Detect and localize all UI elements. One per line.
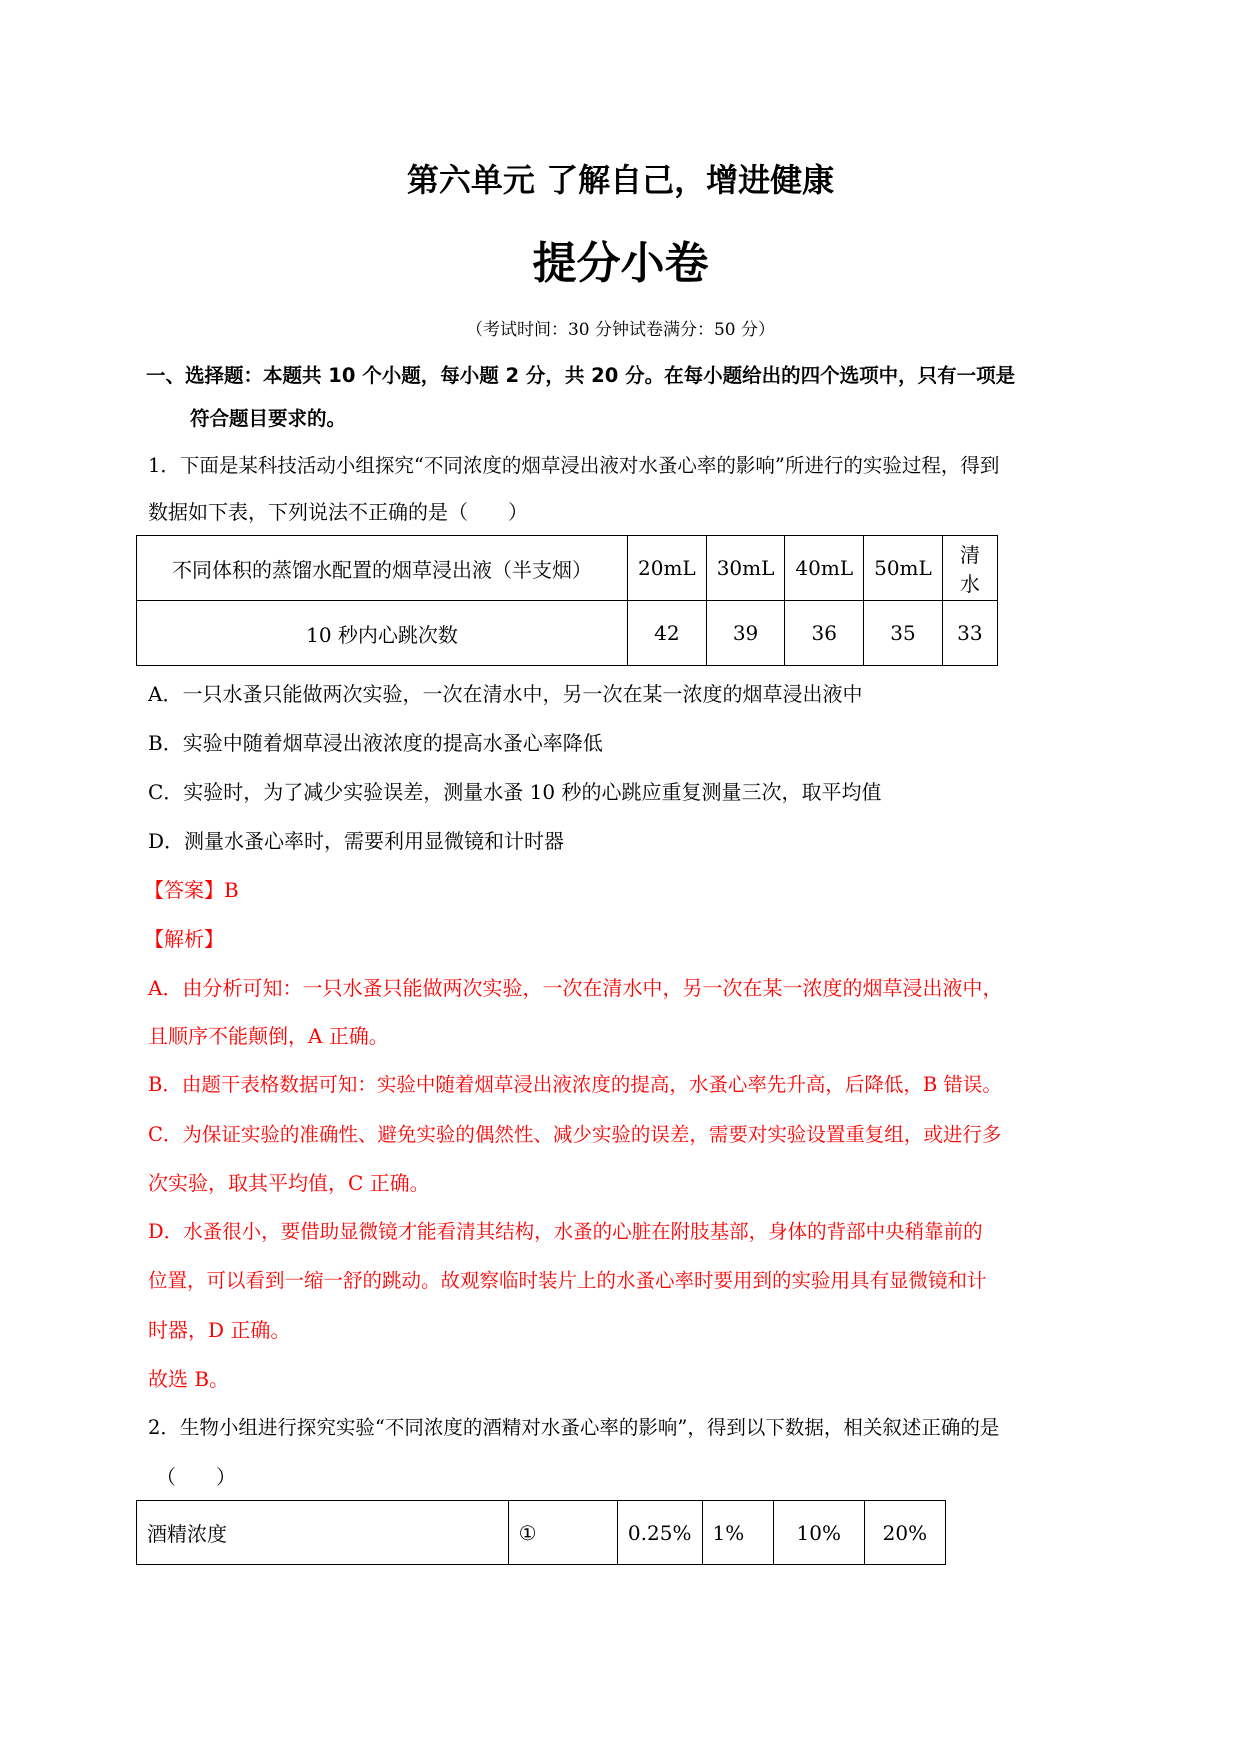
table-cell: 50mL <box>864 536 943 601</box>
analysis-line: A．由分析可知：一只水蚤只能做两次实验，一次在清水中，另一次在某一浓度的烟草浸出液中， <box>148 976 1003 1000</box>
analysis-line: D．水蚤很小，要借助显微镜才能看清其结构，水蚤的心脏在附肢基部，身体的背部中央稍靠前的 <box>148 1220 983 1243</box>
table-cell: 40mL <box>785 536 864 601</box>
table-cell: 1% <box>702 1501 773 1565</box>
answer <box>144 876 239 904</box>
table-cell: 20% <box>864 1501 945 1565</box>
analysis-line: B．由题干表格数据可知：实验中随着烟草浸出液浓度的提高，水蚤心率先升高，后降低，B 错误。 <box>148 1073 1002 1096</box>
analysis-label: 【解析】 <box>144 927 224 951</box>
q1-option-a: A．一只水蚤只能做两次实验，一次在清水中，另一次在某一浓度的烟草浸出液中 <box>148 682 863 706</box>
table-cell: 清水 <box>942 536 997 601</box>
table-cell: 不同体积的蒸馏水配置的烟草浸出液（半支烟） <box>137 536 628 601</box>
table-cell: 10 秒内心跳次数 <box>137 601 628 666</box>
q1-stem-cont: 数据如下表，下列说法不正确的是（ ） <box>148 500 528 524</box>
exam-info: （考试时间：30 分钟试卷满分：50 分） <box>465 320 776 340</box>
q1-option-b: B．实验中随着烟草浸出液浓度的提高水蚤心率降低 <box>148 731 603 755</box>
table-cell: 33 <box>942 601 997 666</box>
table-cell: ① <box>508 1501 617 1565</box>
table-cell: 10% <box>773 1501 864 1565</box>
q1-data-table <box>136 535 998 666</box>
table-cell: 36 <box>785 601 864 666</box>
table-cell: 20mL <box>628 536 707 601</box>
answer-label: 【答案】 <box>144 878 224 902</box>
analysis-line: C．为保证实验的准确性、避免实验的偶然性、减少实验的误差，需要对实验设置重复组，或进行多 <box>148 1123 1002 1146</box>
q2-stem-cont: （ ） <box>156 1465 236 1489</box>
table-cell: 0.25% <box>617 1501 702 1565</box>
q2-stem: 2．生物小组进行探究实验“不同浓度的酒精对水蚤心率的影响”，得到以下数据，相关叙述正确的是 <box>148 1416 1000 1439</box>
q1-stem: 1．下面是某科技活动小组探究“不同浓度的烟草浸出液对水蚤心率的影响”所进行的实验过程，得到 <box>148 454 1000 477</box>
section-heading: 一、选择题：本题共 10 个小题，每小题 2 分，共 20 分。在每小题给出的四个选项中，只有一项是 <box>146 364 1016 387</box>
table-row <box>137 601 998 666</box>
table-cell: 酒精浓度 <box>137 1501 509 1565</box>
q1-option-d: D．测量水蚤心率时，需要利用显微镜和计时器 <box>148 829 565 853</box>
answer-value: B <box>224 878 239 902</box>
analysis-line: 时器，D 正确。 <box>148 1318 291 1342</box>
analysis-line: 次实验，取其平均值，C 正确。 <box>148 1171 430 1195</box>
q2-data-table <box>136 1500 946 1565</box>
analysis-line: 位置，可以看到一缩一舒的跳动。故观察临时装片上的水蚤心率时要用到的实验用具有显微镜和计 <box>148 1269 987 1292</box>
table-cell: 42 <box>628 601 707 666</box>
table-row <box>137 536 998 601</box>
main-title: 提分小卷 <box>532 238 709 289</box>
table-cell: 30mL <box>706 536 785 601</box>
q1-option-c: C．实验时，为了减少实验误差，测量水蚤 10 秒的心跳应重复测量三次，取平均值 <box>148 780 882 804</box>
analysis-line: 且顺序不能颠倒，A 正确。 <box>148 1024 389 1048</box>
section-heading-cont: 符合题目要求的。 <box>190 407 347 430</box>
table-cell: 35 <box>864 601 943 666</box>
table-cell: 39 <box>706 601 785 666</box>
unit-title: 第六单元 了解自己，增进健康 <box>406 161 835 199</box>
table-row <box>137 1501 946 1565</box>
conclusion: 故选 B。 <box>148 1367 230 1391</box>
